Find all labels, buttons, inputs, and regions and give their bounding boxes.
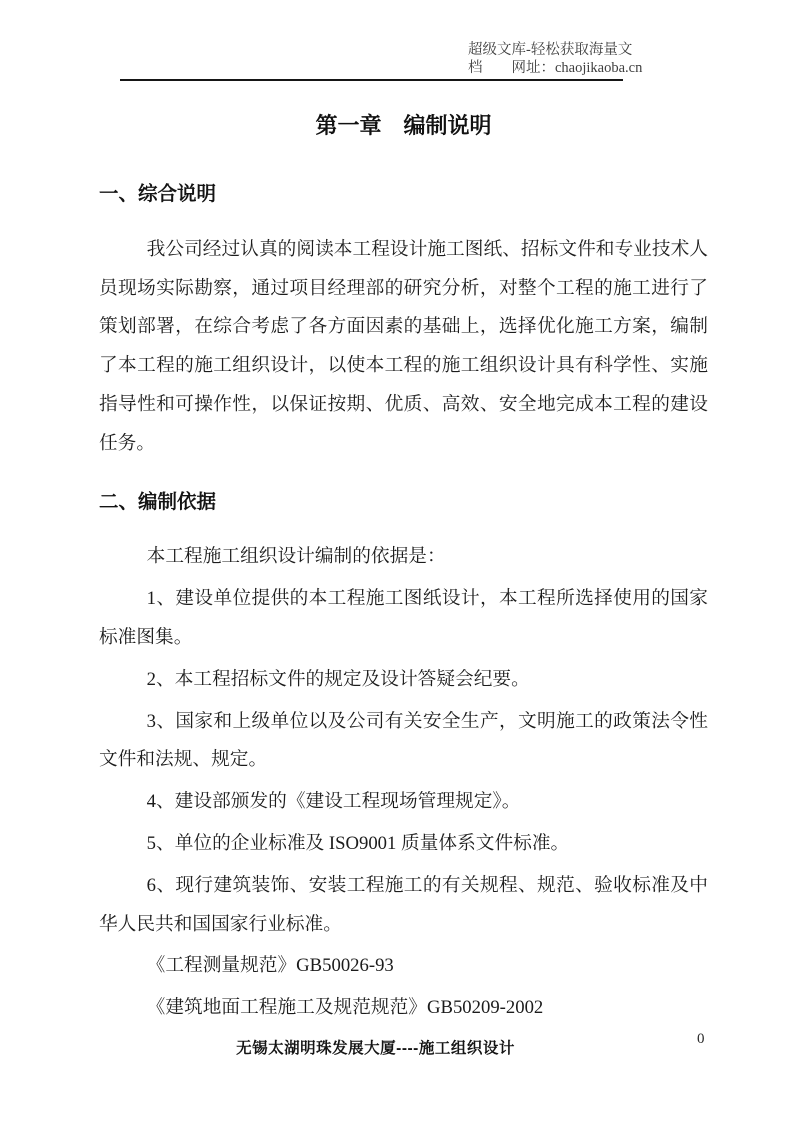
reference-line: 《建筑地面工程施工及规范规范》GB50209-2002 [146, 997, 544, 1019]
reference-line: 《工程测量规范》GB50026-93 [146, 955, 394, 977]
paragraph-line: 本工程施工组织设计编制的依据是： [146, 546, 446, 568]
page-number: 0 [697, 1031, 705, 1047]
list-item-line: 标准图集。 [99, 626, 193, 648]
document-body [99, 176, 708, 1028]
paragraph-line: 任务。 [99, 432, 156, 454]
chapter-title: 第一章 编制说明 [315, 113, 492, 138]
header-watermark-line2: 档 网址：chaojikaoba.cn [468, 60, 643, 76]
page-footer: 无锡太湖明珠发展大厦----施工组织设计 [236, 1040, 515, 1057]
paragraph-line: 了本工程的施工组织设计，以使本工程的施工组织设计具有科学性、实施 [99, 355, 708, 377]
paragraph-line: 我公司经过认真的阅读本工程设计施工图纸、招标文件和专业技术人 [146, 238, 708, 260]
section-heading-2: 二、编制依据 [99, 491, 217, 513]
paragraph-line: 指导性和可操作性，以保证按期、优质、高效、安全地完成本工程的建设 [99, 393, 708, 415]
paragraph-line: 策划部署，在综合考虑了各方面因素的基础上，选择优化施工方案，编制 [99, 316, 708, 338]
list-item-line: 2、本工程招标文件的规定及设计答疑会纪要。 [146, 668, 530, 690]
header-watermark-line1: 超级文库-轻松获取海量文 [468, 42, 633, 58]
list-item-line: 文件和法规、规定。 [99, 749, 268, 771]
list-item-line: 4、建设部颁发的《建设工程现场管理规定》。 [146, 791, 521, 813]
section-heading-1: 一、综合说明 [99, 184, 217, 205]
list-item-line: 3、国家和上级单位以及公司有关安全生产，文明施工的政策法令性 [146, 710, 708, 732]
list-item-line: 6、现行建筑装饰、安装工程施工的有关规程、规范、验收标准及中 [146, 874, 708, 896]
list-item-line: 5、单位的企业标准及 ISO9001 质量体系文件标准。 [146, 832, 570, 854]
list-item-line: 1、建设单位提供的本工程施工图纸设计，本工程所选择使用的国家 [146, 588, 708, 610]
list-item-line: 华人民共和国国家行业标准。 [99, 913, 342, 935]
paragraph-line: 员现场实际勘察，通过项目经理部的研究分析，对整个工程的施工进行了 [99, 277, 708, 299]
header-divider [120, 79, 623, 81]
page-header [468, 41, 650, 77]
